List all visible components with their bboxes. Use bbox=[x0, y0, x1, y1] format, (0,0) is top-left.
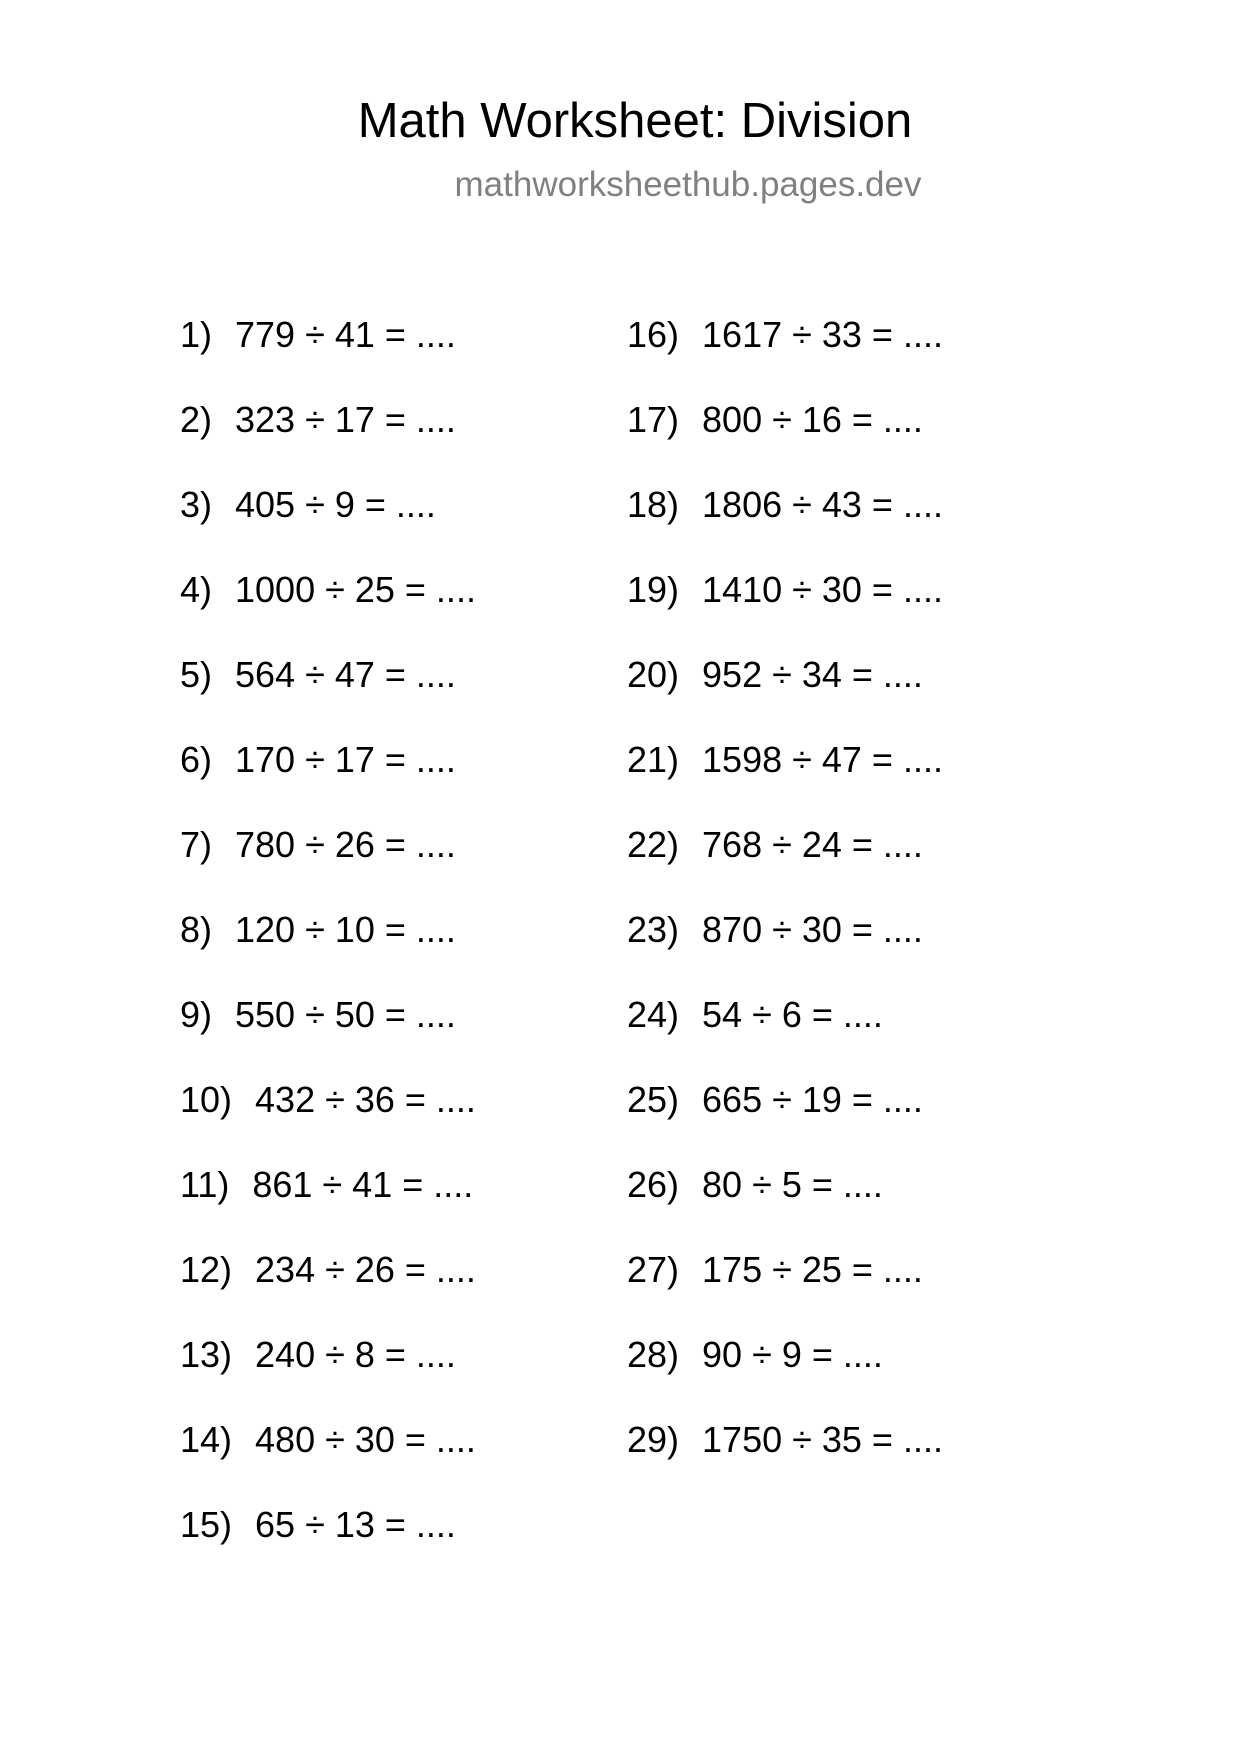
problem-22 bbox=[627, 820, 923, 870]
problem-13 bbox=[180, 1330, 456, 1380]
problem-17 bbox=[627, 395, 923, 445]
problem-number: 25) bbox=[627, 1079, 680, 1120]
problem-expression: 768 ÷ 24 = .... bbox=[702, 824, 923, 865]
problem-number: 17) bbox=[627, 399, 680, 440]
problem-expression: 175 ÷ 25 = .... bbox=[702, 1249, 923, 1290]
problem-expression: 1617 ÷ 33 = .... bbox=[702, 314, 943, 355]
problem-number: 3) bbox=[180, 484, 213, 525]
problem-27 bbox=[627, 1245, 923, 1295]
problem-expression: 1000 ÷ 25 = .... bbox=[235, 569, 476, 610]
problem-number: 23) bbox=[627, 909, 680, 950]
problem-expression: 861 ÷ 41 = .... bbox=[252, 1164, 474, 1205]
problem-18 bbox=[627, 480, 943, 530]
problem-20 bbox=[627, 650, 923, 700]
problem-4 bbox=[180, 565, 476, 615]
problem-11 bbox=[180, 1160, 473, 1210]
problem-16 bbox=[627, 310, 943, 360]
problem-number: 27) bbox=[627, 1249, 680, 1290]
problem-8 bbox=[180, 905, 456, 955]
problem-number: 28) bbox=[627, 1334, 680, 1375]
problem-expression: 1598 ÷ 47 = .... bbox=[702, 739, 943, 780]
problem-number: 26) bbox=[627, 1164, 680, 1205]
problem-2 bbox=[180, 395, 456, 445]
problem-expression: 323 ÷ 17 = .... bbox=[235, 399, 456, 440]
problem-number: 4) bbox=[180, 569, 213, 610]
source-url: mathworksheethub.pages.dev bbox=[454, 165, 922, 204]
problem-number: 19) bbox=[627, 569, 680, 610]
problem-number: 20) bbox=[627, 654, 680, 695]
problem-expression: 780 ÷ 26 = .... bbox=[235, 824, 456, 865]
problem-25 bbox=[627, 1075, 923, 1125]
problem-expression: 952 ÷ 34 = .... bbox=[702, 654, 923, 695]
problem-expression: 234 ÷ 26 = .... bbox=[255, 1249, 476, 1290]
problem-3 bbox=[180, 480, 436, 530]
problem-number: 29) bbox=[627, 1419, 680, 1460]
problem-number: 5) bbox=[180, 654, 213, 695]
problem-23 bbox=[627, 905, 923, 955]
problem-9 bbox=[180, 990, 456, 1040]
problem-expression: 870 ÷ 30 = .... bbox=[702, 909, 923, 950]
problem-number: 9) bbox=[180, 994, 213, 1035]
problem-expression: 1410 ÷ 30 = .... bbox=[702, 569, 943, 610]
problem-expression: 405 ÷ 9 = .... bbox=[235, 484, 436, 525]
problem-number: 16) bbox=[627, 314, 680, 355]
problem-5 bbox=[180, 650, 456, 700]
problem-expression: 54 ÷ 6 = .... bbox=[702, 994, 883, 1035]
problem-21 bbox=[627, 735, 943, 785]
problem-7 bbox=[180, 820, 456, 870]
problem-number: 8) bbox=[180, 909, 213, 950]
problem-12 bbox=[180, 1245, 476, 1295]
problem-expression: 240 ÷ 8 = .... bbox=[255, 1334, 456, 1375]
problem-number: 24) bbox=[627, 994, 680, 1035]
problem-expression: 1750 ÷ 35 = .... bbox=[702, 1419, 943, 1460]
problem-number: 7) bbox=[180, 824, 213, 865]
problem-number: 11) bbox=[180, 1164, 230, 1205]
problem-6 bbox=[180, 735, 456, 785]
problem-number: 21) bbox=[627, 739, 680, 780]
page-title: Math Worksheet: Division bbox=[357, 94, 913, 148]
problem-24 bbox=[627, 990, 883, 1040]
problem-expression: 800 ÷ 16 = .... bbox=[702, 399, 923, 440]
problem-number: 12) bbox=[180, 1249, 233, 1290]
problem-number: 18) bbox=[627, 484, 680, 525]
problem-number: 2) bbox=[180, 399, 213, 440]
problem-number: 13) bbox=[180, 1334, 233, 1375]
problem-number: 10) bbox=[180, 1079, 233, 1120]
problem-expression: 564 ÷ 47 = .... bbox=[235, 654, 456, 695]
problem-number: 6) bbox=[180, 739, 213, 780]
problem-28 bbox=[627, 1330, 883, 1380]
problem-26 bbox=[627, 1160, 883, 1210]
problem-expression: 90 ÷ 9 = .... bbox=[702, 1334, 883, 1375]
problem-number: 1) bbox=[180, 314, 213, 355]
problem-expression: 170 ÷ 17 = .... bbox=[235, 739, 456, 780]
problem-expression: 80 ÷ 5 = .... bbox=[702, 1164, 883, 1205]
problem-15 bbox=[180, 1500, 456, 1550]
problem-expression: 65 ÷ 13 = .... bbox=[255, 1504, 456, 1545]
problem-expression: 432 ÷ 36 = .... bbox=[255, 1079, 476, 1120]
problem-29 bbox=[627, 1415, 943, 1465]
problem-expression: 120 ÷ 10 = .... bbox=[235, 909, 456, 950]
problem-expression: 665 ÷ 19 = .... bbox=[702, 1079, 923, 1120]
problem-expression: 1806 ÷ 43 = .... bbox=[702, 484, 943, 525]
problem-number: 22) bbox=[627, 824, 680, 865]
problem-19 bbox=[627, 565, 943, 615]
problem-14 bbox=[180, 1415, 476, 1465]
problem-10 bbox=[180, 1075, 476, 1125]
problem-number: 15) bbox=[180, 1504, 233, 1545]
problem-expression: 480 ÷ 30 = .... bbox=[255, 1419, 476, 1460]
problem-expression: 779 ÷ 41 = .... bbox=[235, 314, 456, 355]
problem-expression: 550 ÷ 50 = .... bbox=[235, 994, 456, 1035]
problem-number: 14) bbox=[180, 1419, 233, 1460]
problem-1 bbox=[180, 310, 456, 360]
